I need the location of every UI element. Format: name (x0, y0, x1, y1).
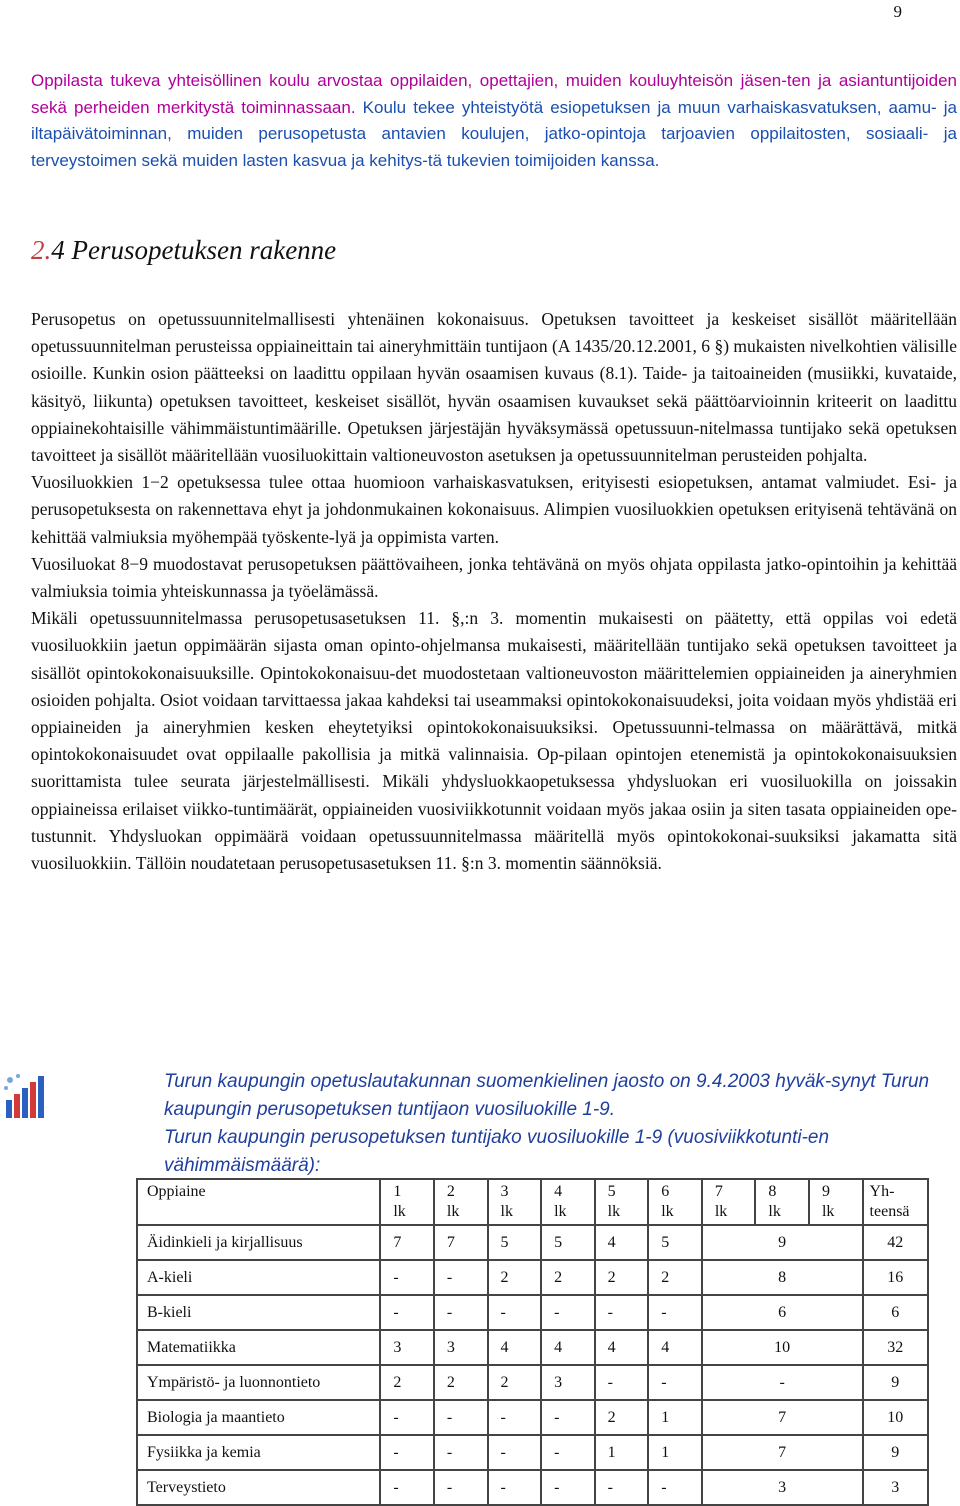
grade-6-cell: 4 (648, 1330, 702, 1365)
subject-cell: Terveystieto (137, 1470, 380, 1505)
page-number: 9 (893, 2, 902, 21)
grade-1-cell: 2 (380, 1365, 434, 1400)
grade-1-cell: 3 (380, 1330, 434, 1365)
intro-part-1: Oppilasta tukeva yhteisöllinen koulu arvostaa oppilaiden, opettajien, muiden kouluyhteisön jäsen-ten ja asiantuntijoiden sekä perheiden merkitystä toiminnassaan. (31, 71, 957, 117)
header-grade-3: 3 lk (488, 1179, 542, 1225)
grade-4-cell: - (541, 1295, 595, 1330)
grade-3-cell: 4 (488, 1330, 542, 1365)
paragraph-4: Mikäli opetussuunnitelmassa perusopetusasetuksen 11. §,:n 3. momentin mukaisesti on päätetty, että oppilas voi edetä vuosiluokkiin jaetun oppimäärän sijasta oman opinto-ohjelmansa mukaisesti, määritellään tuntijako sekä opetuksen tavoitteet ja sisällöt opintokokonaisuuksille. Opintokokonaisuu-det muodostetaan valtioneuvoston määrittelemien oppiaineiden ja aineryhmien osioiden pohjalta. Osiot voidaan tarvittaessa jakaa kahdeksi tai useammaksi opintokokonaisuudeksi, joita voidaan myös yhdistää eri oppiaineiden ja aineryhmien kesken eheytetyiksi opintokokonaisuuksiksi. Opetussuunni-telmassa on määrättävä, mitkä opintokokonaisuudet ovat oppilaalle pakollisia ja mitkä valinnaisia. Op-pilaan opintojen etenemistä ja opintokokonaisuuksien suorittamista tulee seurata järjestelmällisesti. Mikäli yhdysluokkaopetuksessa yhdysluokan eri vuosiluokilla on joissakin oppiaineissa erilaiset viikko-tuntimäärät, oppiaineiden vuosiviikkotunnit voidaan myös jakaa osiin ja siten tasata oppiaineiden ope-tustunnit. Yhdysluokan oppimäärä voidaan opetussuunnitelmassa määritellä myös opintokokonai-suuksiksi jakamatta sitä vuosiluokkiin. Tällöin noudatetaan perusopetusasetuksen 11. §:n 3. momentin säännöksiä. (31, 608, 957, 874)
table-row (137, 1225, 928, 1260)
grade-6-cell: 2 (648, 1260, 702, 1295)
grade-2-cell: 2 (434, 1365, 488, 1400)
grade-4-cell: - (541, 1470, 595, 1505)
grades-7-9-cell: 3 (702, 1470, 863, 1505)
grade-1-cell: - (380, 1470, 434, 1505)
grade-3-cell: - (488, 1470, 542, 1505)
decision-line-2: Turun kaupungin perusopetuksen tuntijako vuosiluokille 1-9 (vuosiviikkotunti-en vähimmäismäärä): (164, 1127, 830, 1176)
subject-cell: A-kieli (137, 1260, 380, 1295)
header-grade-5: 5 lk (595, 1179, 649, 1225)
grade-2-cell: - (434, 1260, 488, 1295)
grades-7-9-cell: 6 (702, 1295, 863, 1330)
grades-7-9-cell: 7 (702, 1400, 863, 1435)
header-grade-8: 8 lk (755, 1179, 809, 1225)
grades-7-9-cell: - (702, 1365, 863, 1400)
table-row (137, 1330, 928, 1365)
grades-7-9-cell: 8 (702, 1260, 863, 1295)
grade-4-cell: 2 (541, 1260, 595, 1295)
header-grade-6: 6 lk (648, 1179, 702, 1225)
grade-6-cell: - (648, 1365, 702, 1400)
total-cell: 3 (863, 1470, 928, 1505)
grade-1-cell: - (380, 1295, 434, 1330)
grade-5-cell: - (595, 1470, 649, 1505)
intro-part-2: Koulu tekee yhteistyötä esiopetuksen ja muun varhaiskasvatuksen, aamu- ja iltapäivätoiminnan, muiden perusopetusta antavien koulujen, jatko-opintoja tarjoavien oppilaitosten, sosiaali- ja terveystoimen sekä muiden lasten kasvua ja kehitys-tä tukevien toimijoiden kanssa. (31, 97, 958, 170)
grade-5-cell: 2 (595, 1260, 649, 1295)
grade-2-cell: - (434, 1435, 488, 1470)
section-number: 2. (31, 235, 52, 265)
header-grade-2: 2 lk (434, 1179, 488, 1225)
grades-7-9-cell: 10 (702, 1330, 863, 1365)
header-grade-4: 4 lk (541, 1179, 595, 1225)
grade-3-cell: 5 (488, 1225, 542, 1260)
table-row (137, 1365, 928, 1400)
grade-1-cell: 7 (380, 1225, 434, 1260)
header-grade-1: 1 lk (380, 1179, 434, 1225)
grade-6-cell: 5 (648, 1225, 702, 1260)
grades-7-9-cell: 9 (702, 1225, 863, 1260)
grade-5-cell: 4 (595, 1225, 649, 1260)
paragraph-2: Vuosiluokkien 1−2 opetuksessa tulee ottaa huomioon varhaiskasvatuksen, erityisesti esiopetuksen, antamat valmiudet. Esi- ja perusopetuksesta on rakennettava ehyt ja johdonmukainen kokonaisuus. Alimpien vuosiluokkien opetuksen erityisenä tehtävänä on kehittää valmiuksia myöhempää työskente-lyä ja oppimista varten. (31, 472, 957, 547)
grade-4-cell: 4 (541, 1330, 595, 1365)
section-title: Perusopetuksen rakenne (64, 235, 337, 265)
table-row (137, 1470, 928, 1505)
header-total: Yh- teensä (863, 1179, 928, 1225)
decision-line-1: Turun kaupungin opetuslautakunnan suomenkielinen jaosto on 9.4.2003 hyväk-synyt Turun kaupungin perusopetuksen tuntijaon vuosiluokille 1-9. (164, 1071, 930, 1120)
table-header-row (137, 1179, 928, 1225)
header-grade-7: 7 lk (702, 1179, 756, 1225)
total-cell: 9 (863, 1435, 928, 1470)
grade-5-cell: 4 (595, 1330, 649, 1365)
grade-3-cell: - (488, 1435, 542, 1470)
subject-cell: Matematiikka (137, 1330, 380, 1365)
grade-5-cell: 2 (595, 1400, 649, 1435)
grade-6-cell: 1 (648, 1435, 702, 1470)
header-subject: Oppiaine (137, 1179, 380, 1225)
grade-5-cell: - (595, 1365, 649, 1400)
grade-4-cell: 3 (541, 1365, 595, 1400)
grade-1-cell: - (380, 1400, 434, 1435)
subject-cell: B-kieli (137, 1295, 380, 1330)
total-cell: 6 (863, 1295, 928, 1330)
table-row (137, 1400, 928, 1435)
grade-3-cell: 2 (488, 1365, 542, 1400)
grade-1-cell: - (380, 1435, 434, 1470)
section-number-sub: 4 (51, 235, 65, 265)
body-text (31, 306, 957, 877)
grade-4-cell: 5 (541, 1225, 595, 1260)
grade-2-cell: - (434, 1295, 488, 1330)
bar-chart-logo-icon (2, 1070, 52, 1120)
grade-3-cell: - (488, 1400, 542, 1435)
grade-6-cell: - (648, 1295, 702, 1330)
grade-3-cell: 2 (488, 1260, 542, 1295)
subject-cell: Ympäristö- ja luonnontieto (137, 1365, 380, 1400)
grade-2-cell: 3 (434, 1330, 488, 1365)
total-cell: 9 (863, 1365, 928, 1400)
table-row (137, 1260, 928, 1295)
grade-4-cell: - (541, 1400, 595, 1435)
grade-2-cell: - (434, 1400, 488, 1435)
grade-6-cell: - (648, 1470, 702, 1505)
lesson-schedule-table (136, 1178, 929, 1506)
header-grade-9: 9 lk (809, 1179, 863, 1225)
total-cell: 32 (863, 1330, 928, 1365)
section-heading (31, 235, 336, 266)
grade-2-cell: - (434, 1470, 488, 1505)
subject-cell: Biologia ja maantieto (137, 1400, 380, 1435)
total-cell: 10 (863, 1400, 928, 1435)
grade-3-cell: - (488, 1295, 542, 1330)
total-cell: 16 (863, 1260, 928, 1295)
table-row (137, 1435, 928, 1470)
grades-7-9-cell: 7 (702, 1435, 863, 1470)
grade-2-cell: 7 (434, 1225, 488, 1260)
grade-6-cell: 1 (648, 1400, 702, 1435)
subject-cell: Äidinkieli ja kirjallisuus (137, 1225, 380, 1260)
subject-cell: Fysiikka ja kemia (137, 1435, 380, 1470)
intro-paragraph (31, 68, 957, 174)
grade-5-cell: 1 (595, 1435, 649, 1470)
paragraph-1: Perusopetus on opetussuunnitelmallisesti yhtenäinen kokonaisuus. Opetuksen tavoitteet ja keskeiset sisällöt määritellään opetussuunnitelman perusteissa oppiaineittain tai aineryhmittäin tuntijaon (A 1435/20.12.2001, 6 §) mukaisten nivelkohtien välisille osioille. Kunkin osion päätteeksi on laadittu oppilaan hyvän osaamisen kuvaus (8.1). Taide- ja taitoaineiden (musiikki, kuvataide, käsityö, liikunta) opetuksen tavoitteet, keskeiset sisällöt, hyvän osaamisen kuvaukset sekä päättöarvioinnin kriteerit on laadittu oppiainekohtaisille vähimmäistuntimäärille. Opetuksen järjestäjän hyväksymässä opetussuun-nitelmassa tuntijako sekä opetuksen tavoitteet ja sisällöt määritellään vuosiluokittain valtioneuvoston asetuksen ja opetussuunnitelman perusteiden pohjalta. (31, 309, 957, 466)
total-cell: 42 (863, 1225, 928, 1260)
grade-5-cell: - (595, 1295, 649, 1330)
grade-4-cell: - (541, 1435, 595, 1470)
grade-1-cell: - (380, 1260, 434, 1295)
decision-text (136, 1068, 936, 1180)
table-body (137, 1225, 928, 1505)
table-row (137, 1295, 928, 1330)
paragraph-3: Vuosiluokat 8−9 muodostavat perusopetuksen päättövaiheen, jonka tehtävänä on myös ohjata oppilasta jatko-opintoihin ja kehittää valmiuksia toimia yhteiskunnassa ja työelämässä. (31, 553, 957, 602)
